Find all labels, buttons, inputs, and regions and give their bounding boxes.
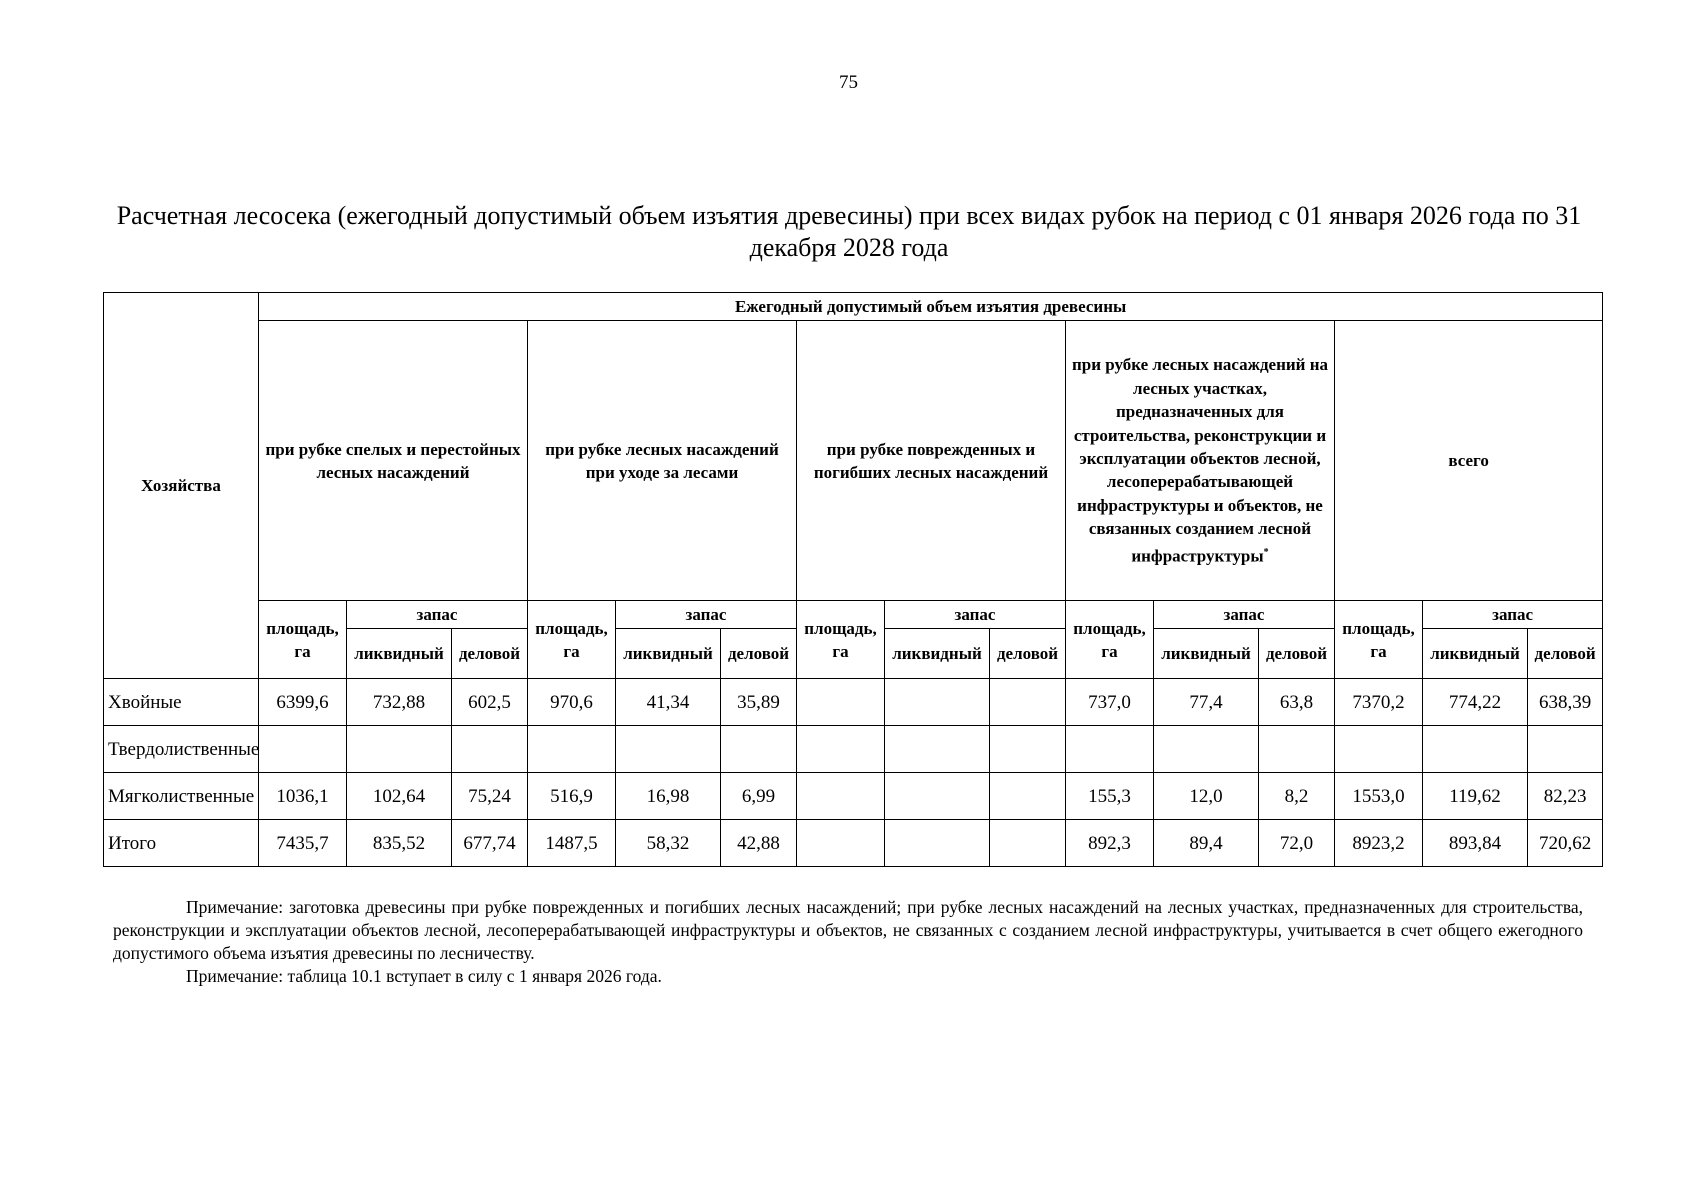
table-cell [797,820,885,867]
table-cell: 893,84 [1423,820,1528,867]
page-number: 75 [839,72,858,93]
table-cell: 35,89 [721,679,797,726]
table-cell [990,726,1066,773]
row-label: Итого [104,820,259,867]
table-cell: 516,9 [528,773,616,820]
header-area: площадь, га [797,601,885,679]
table-cell: 89,4 [1154,820,1259,867]
note-2: Примечание: таблица 10.1 вступает в силу с 1 января 2026 года. [186,966,662,986]
header-business: деловой [452,629,528,679]
header-stock: запас [885,601,1066,629]
header-liquid: ликвидный [885,629,990,679]
header-business: деловой [990,629,1066,679]
table-row [104,726,1603,773]
header-stock: запас [1154,601,1335,629]
table-cell [528,726,616,773]
footnote-marker: * [1263,546,1269,558]
table-cell: 63,8 [1259,679,1335,726]
table-cell [885,820,990,867]
table-cell [885,773,990,820]
table-cell: 41,34 [616,679,721,726]
table-cell: 6,99 [721,773,797,820]
table-row [104,773,1603,820]
notes [113,896,1583,988]
table-cell: 119,62 [1423,773,1528,820]
table-cell [797,726,885,773]
table-cell [885,726,990,773]
table-cell: 970,6 [528,679,616,726]
header-group-damaged: при рубке поврежденных и погибших лесных насаждений [797,321,1066,601]
table-cell [616,726,721,773]
table-cell: 1036,1 [259,773,347,820]
table-cell: 774,22 [1423,679,1528,726]
table-cell: 8,2 [1259,773,1335,820]
table-cell: 638,39 [1528,679,1603,726]
row-label: Твердолиственные [104,726,259,773]
table-cell: 16,98 [616,773,721,820]
table-cell: 677,74 [452,820,528,867]
header-liquid: ликвидный [1423,629,1528,679]
table-cell [990,773,1066,820]
header-group-total: всего [1335,321,1603,601]
header-liquid: ликвидный [616,629,721,679]
header-stock: запас [1423,601,1603,629]
header-business: деловой [721,629,797,679]
header-group-thinning: при рубке лесных насаждений при уходе за лесами [528,321,797,601]
table-cell: 892,3 [1066,820,1154,867]
note-1: Примечание: заготовка древесины при рубке поврежденных и погибших лесных насаждений; при рубке лесных насаждений на лесных участках, предназначенных для строительства, реконструкции и эксплуатации объектов лесной, лесоперерабатывающей инфраструктуры и объектов, не связанных с созданием лесной инфраструктуры, учитывается в счет общего ежегодного допустимого объема изъятия древесины по лесничеству. [113,897,1583,963]
table-cell: 602,5 [452,679,528,726]
table-cell: 12,0 [1154,773,1259,820]
header-group-mature: при рубке спелых и перестойных лесных насаждений [259,321,528,601]
table-cell [885,679,990,726]
header-group-infrastructure [1066,321,1335,601]
header-business: деловой [1528,629,1603,679]
table-cell [347,726,452,773]
table-cell: 7435,7 [259,820,347,867]
table-cell [1259,726,1335,773]
table-cell: 82,23 [1528,773,1603,820]
table-cell: 835,52 [347,820,452,867]
header-stock: запас [347,601,528,629]
header-households: Хозяйства [104,293,259,679]
table-row [104,820,1603,867]
table-cell: 732,88 [347,679,452,726]
harvest-table [103,292,1603,867]
header-area: площадь, га [259,601,347,679]
table-row [104,679,1603,726]
table-cell [452,726,528,773]
header-liquid: ликвидный [347,629,452,679]
table-cell: 42,88 [721,820,797,867]
table-cell: 58,32 [616,820,721,867]
table-cell: 720,62 [1528,820,1603,867]
row-label: Мягколиственные [104,773,259,820]
table-cell [990,679,1066,726]
header-business: деловой [1259,629,1335,679]
table-cell: 77,4 [1154,679,1259,726]
header-area: площадь, га [528,601,616,679]
table-cell [1423,726,1528,773]
table-cell [721,726,797,773]
header-annual-volume: Ежегодный допустимый объем изъятия древесины [259,293,1603,321]
table-cell: 1553,0 [1335,773,1423,820]
table-cell [990,820,1066,867]
table-cell [1154,726,1259,773]
table-cell: 75,24 [452,773,528,820]
table-cell: 155,3 [1066,773,1154,820]
table-cell: 72,0 [1259,820,1335,867]
table-cell [797,773,885,820]
table-cell: 102,64 [347,773,452,820]
table-cell [1335,726,1423,773]
table-cell [259,726,347,773]
header-liquid: ликвидный [1154,629,1259,679]
table-cell: 8923,2 [1335,820,1423,867]
table-cell: 6399,6 [259,679,347,726]
page-title: Расчетная лесосека (ежегодный допустимый объем изъятия древесины) при всех видах рубок на период с 01 января 2026 года по 31 декабря 2028 года [116,201,1582,262]
table-cell: 737,0 [1066,679,1154,726]
header-stock: запас [616,601,797,629]
header-area: площадь, га [1335,601,1423,679]
header-group-infrastructure-text: при рубке лесных насаждений на лесных участках, предназначенных для строительства, реконструкции и эксплуатации объектов лесной, лесоперерабатывающей инфраструктуры и объектов, не связанных созданием лесной инфраструктуры [1071,355,1329,566]
row-label: Хвойные [104,679,259,726]
table-cell [1528,726,1603,773]
table-cell: 1487,5 [528,820,616,867]
table-cell [1066,726,1154,773]
header-area: площадь, га [1066,601,1154,679]
table-body [104,679,1603,867]
table-cell: 7370,2 [1335,679,1423,726]
table-cell [797,679,885,726]
